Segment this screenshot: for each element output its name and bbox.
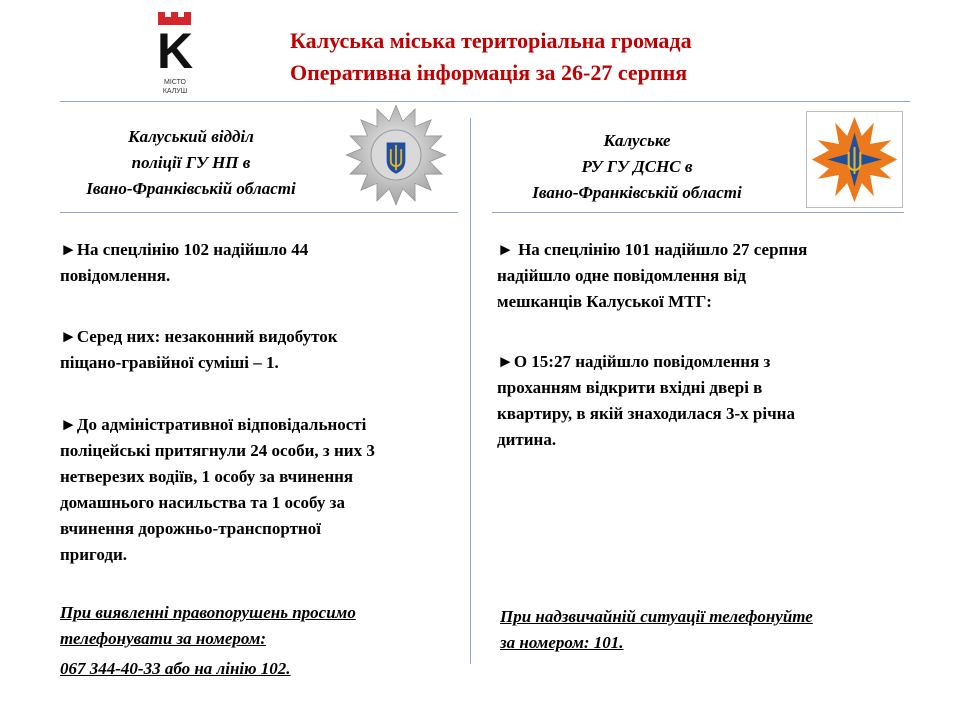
column-divider (470, 118, 471, 664)
dsns-unit-line: Івано-Франківській області (532, 183, 742, 202)
police-header-divider (60, 212, 458, 213)
police-report-paragraph (60, 237, 460, 289)
police-emblem-icon (344, 103, 448, 207)
police-report-paragraph (60, 324, 460, 376)
text-line: ► На спецлінію 101 надійшло 27 серпня (497, 240, 808, 259)
text-line: мешканців Калуської МТГ: (497, 292, 712, 311)
page-subtitle: Оперативна інформація за 26-27 серпня (290, 60, 688, 85)
text-line: нетверезих водіїв, 1 особу за вчинення (60, 467, 354, 486)
text-line: квартиру, в якій знаходилася 3-х річна (497, 404, 795, 423)
text-line: ►До адміністративної відповідальності (60, 415, 367, 434)
text-line: ►О 15:27 надійшло повідомлення з (497, 352, 771, 371)
text-line: повідомлення. (60, 266, 171, 285)
text-line: поліцейські притягнули 24 особи, з них 3 (60, 441, 375, 460)
police-call-text: При виявленні правопорушень просимо (60, 603, 356, 622)
dsns-emblem-icon (806, 111, 903, 208)
dsns-report-paragraph (497, 349, 907, 453)
police-unit-line: Івано-Франківській області (86, 179, 296, 198)
dsns-unit-line: РУ ГУ ДСНС в (581, 157, 693, 176)
police-unit-line: поліції ГУ НП в (131, 153, 251, 172)
dsns-header-divider (492, 212, 904, 213)
text-line: піщано-гравійної суміші – 1. (60, 353, 279, 372)
logo-letter: K (156, 23, 194, 79)
police-unit-name (60, 124, 322, 202)
header-divider (60, 101, 910, 102)
text-line: надійшло одне повідомлення від (497, 266, 747, 285)
text-line: пригоди. (60, 545, 127, 564)
dsns-unit-line: Калуське (603, 131, 671, 150)
logo-caption-2: КАЛУШ (162, 88, 188, 95)
text-line: ►Серед них: незаконний видобуток (60, 327, 338, 346)
kalush-city-logo (150, 10, 200, 96)
page-title: Калуська міська територіальна громада (290, 28, 692, 53)
dsns-phone-number: за номером: 101. (500, 633, 624, 652)
text-line: дитина. (497, 430, 557, 449)
dsns-report-paragraph (497, 237, 907, 315)
dsns-unit-name (492, 128, 782, 206)
police-phone-number: 067 344-40-33 або на лінію 102. (60, 659, 291, 678)
text-line: вчинення дорожньо-транспортної (60, 519, 321, 538)
text-line: проханням відкрити вхідні двері в (497, 378, 763, 397)
text-line: ►На спецлінію 102 надійшло 44 (60, 240, 309, 259)
police-report-paragraph (60, 412, 460, 568)
police-unit-line: Калуський відділ (128, 127, 254, 146)
logo-caption-1: МІСТО (163, 79, 187, 86)
dsns-call-text: При надзвичайній ситуації телефонуйте (500, 607, 813, 626)
text-line: домашнього насильства та 1 особу за (60, 493, 345, 512)
police-call-text: телефонувати за номером: (60, 629, 267, 648)
